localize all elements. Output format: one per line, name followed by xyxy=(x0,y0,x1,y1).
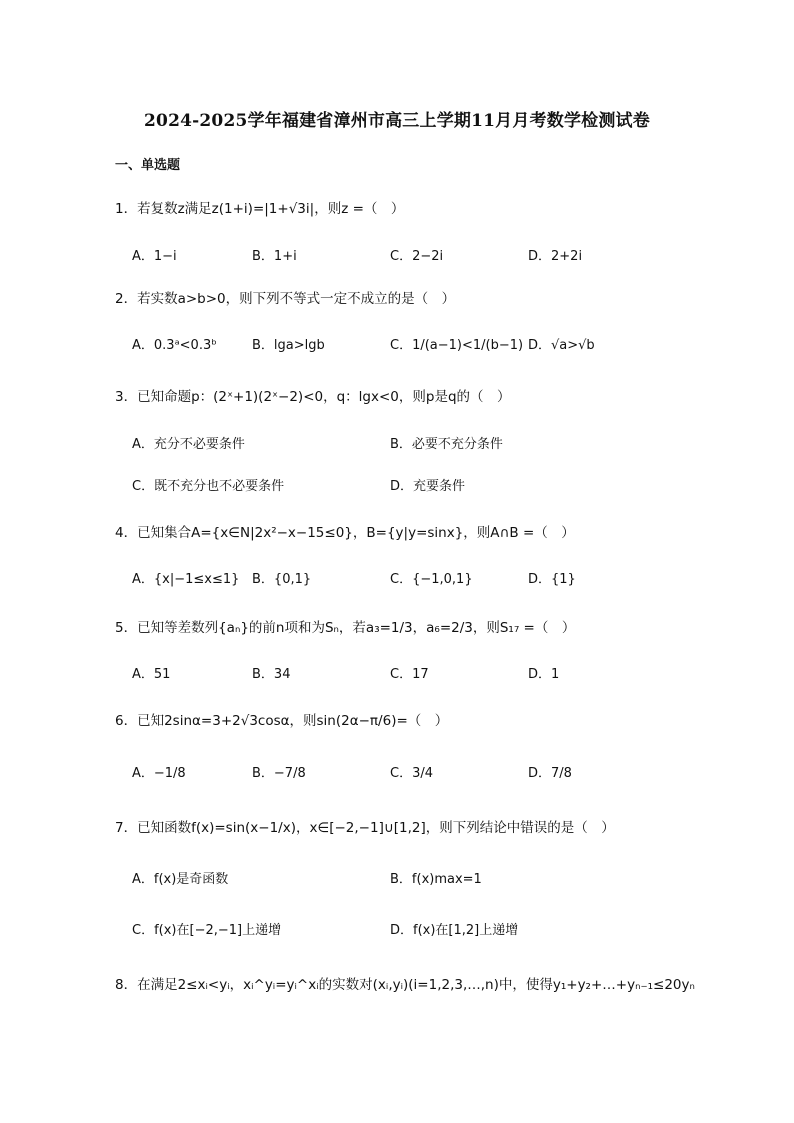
question-8-stem: 8．在满足2≤xᵢ<yᵢ，xᵢ^yᵢ=yᵢ^xᵢ的实数对(xᵢ,yᵢ)(i=1,2,3,…,n)中，使得y₁+y₂+…+yₙ₋₁≤20yₙ xyxy=(115,977,695,993)
question-3-option-b: B．必要不充分条件 xyxy=(390,437,503,452)
question-2-option-b: B．lga>lgb xyxy=(252,338,325,353)
question-1-option-d: D．2+2i xyxy=(528,249,583,264)
question-4-option-b: B．{0,1} xyxy=(252,572,312,587)
question-3-stem: 3．已知命题p：(2ˣ+1)(2ˣ−2)<0，q：lgx<0，则p是q的（ ） xyxy=(115,389,511,405)
question-5-option-d: D．1 xyxy=(528,667,560,682)
question-6-option-d: D．7/8 xyxy=(528,766,572,781)
question-5-option-c: C．17 xyxy=(390,667,429,682)
question-2-option-a: A．0.3ᵃ<0.3ᵇ xyxy=(132,338,217,353)
question-7-option-a: A．f(x)是奇函数 xyxy=(132,872,229,887)
question-4-stem: 4．已知集合A={x∈N|2x²−x−15≤0}，B={y|y=sinx}，则A∩B =（ ） xyxy=(115,525,575,541)
question-7-option-c: C．f(x)在[−2,−1]上递增 xyxy=(132,923,282,938)
question-2-option-c: C．1/(a−1)<1/(b−1) xyxy=(390,338,524,353)
question-7-option-b: B．f(x)max=1 xyxy=(390,872,482,887)
question-1-option-c: C．2−2i xyxy=(390,249,444,264)
question-5-stem: 5．已知等差数列{aₙ}的前n项和为Sₙ，若a₃=1/3，a₆=2/3，则S₁₇ =（ ） xyxy=(115,620,576,636)
question-5-option-a: A．51 xyxy=(132,667,171,682)
question-1-option-a: A．1−i xyxy=(132,249,177,264)
question-6-option-a: A．−1/8 xyxy=(132,766,186,781)
question-4-option-a: A．{x|−1≤x≤1} xyxy=(132,572,240,587)
question-4-option-d: D．{1} xyxy=(528,572,576,587)
question-1-option-b: B．1+i xyxy=(252,249,297,264)
question-3-option-d: D．充要条件 xyxy=(390,479,466,494)
question-3-option-c: C．既不充分也不必要条件 xyxy=(132,479,285,494)
question-2-stem: 2．若实数a>b>0，则下列不等式一定不成立的是（ ） xyxy=(115,291,456,307)
question-2-option-d: D．√a>√b xyxy=(528,338,595,353)
question-3-option-a: A．充分不必要条件 xyxy=(132,437,245,452)
question-6-option-b: B．−7/8 xyxy=(252,766,306,781)
question-1-stem: 1．若复数z满足z(1+i)=|1+√3i|，则z =（ ） xyxy=(115,201,405,217)
question-6-option-c: C．3/4 xyxy=(390,766,433,781)
section-heading: 一、单选题 xyxy=(115,158,181,173)
question-4-option-c: C．{−1,0,1} xyxy=(390,572,473,587)
page-title: 2024-2025学年福建省漳州市高三上学期11月月考数学检测试卷 xyxy=(144,111,650,131)
question-6-stem: 6．已知2sinα=3+2√3cosα，则sin(2α−π/6)=（ ） xyxy=(115,713,449,729)
question-7-option-d: D．f(x)在[1,2]上递增 xyxy=(390,923,519,938)
question-7-stem: 7．已知函数f(x)=sin(x−1/x)，x∈[−2,−1]∪[1,2]，则下列结论中错误的是（ ） xyxy=(115,820,615,836)
question-5-option-b: B．34 xyxy=(252,667,291,682)
